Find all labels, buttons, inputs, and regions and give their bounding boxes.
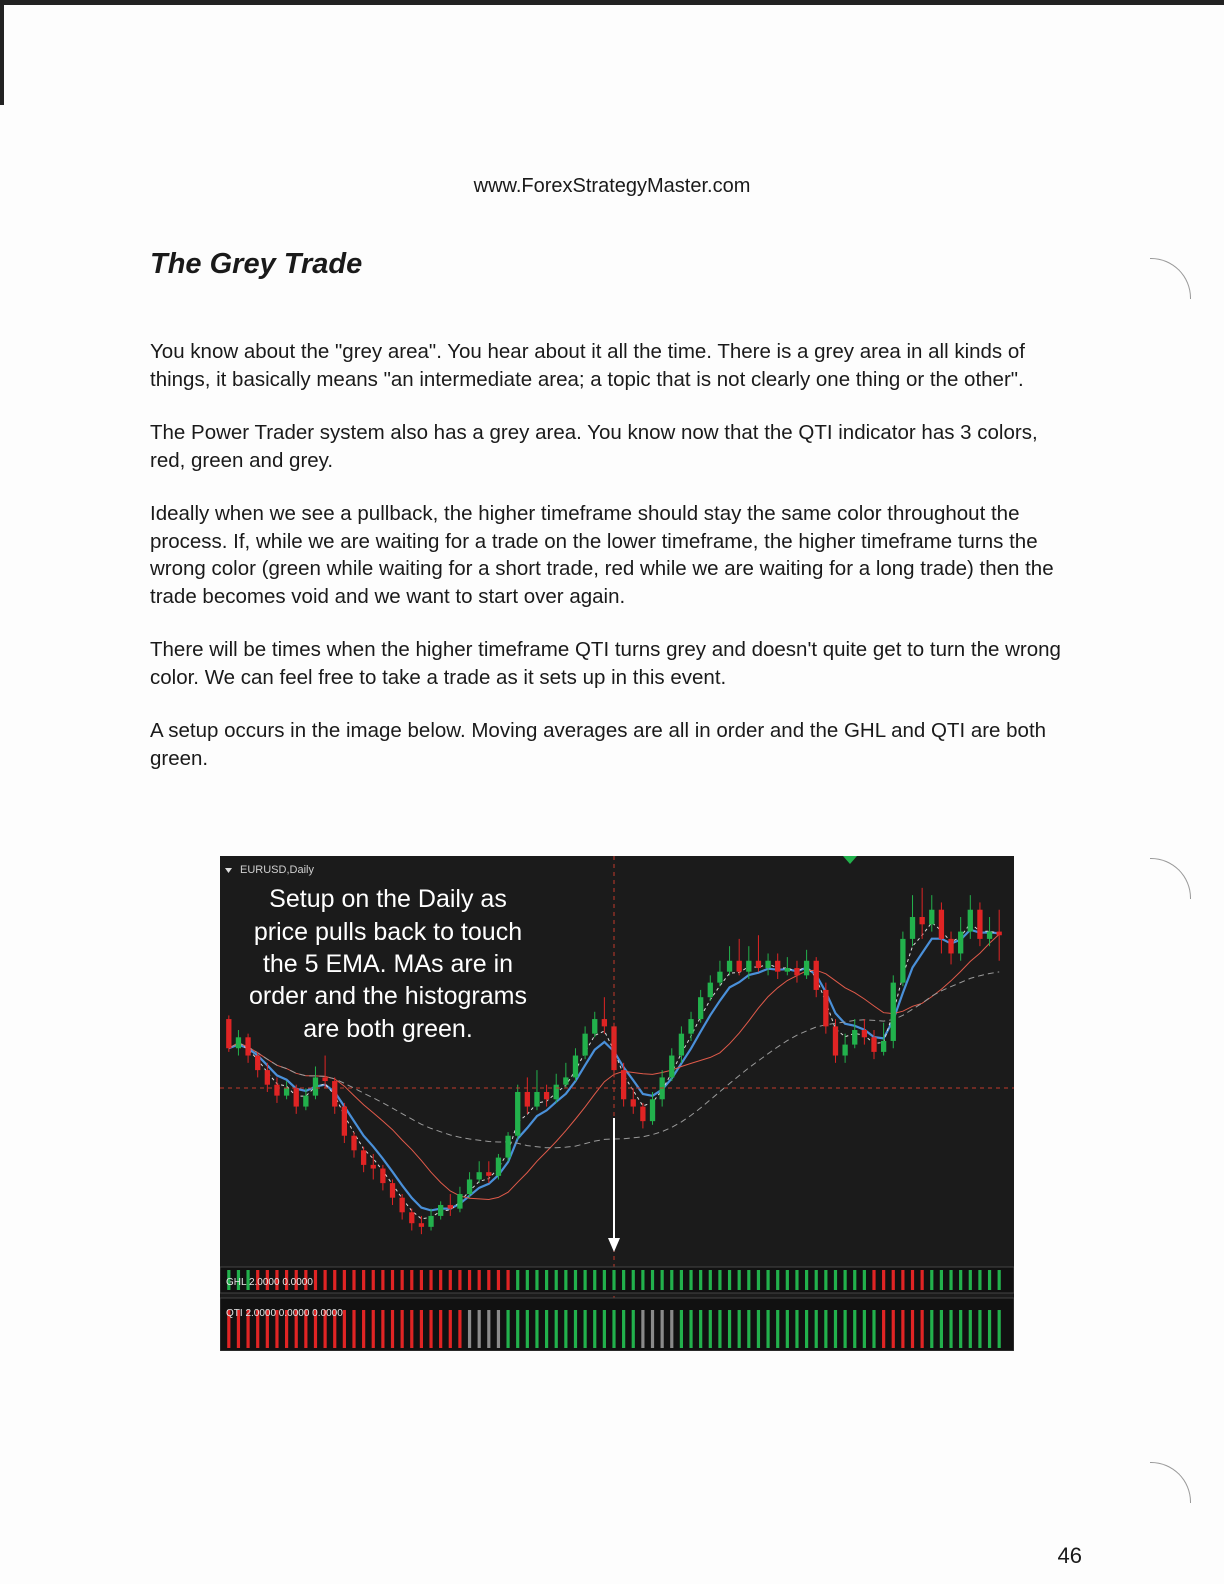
ghl-bar — [352, 1270, 355, 1290]
qti-bar — [959, 1310, 962, 1348]
candle-body — [226, 1019, 231, 1048]
candle-body — [265, 1070, 270, 1085]
qti-bar — [805, 1310, 808, 1348]
candle-body — [698, 997, 703, 1019]
ghl-bar — [738, 1270, 741, 1290]
qti-bar — [978, 1310, 981, 1348]
ghl-bar — [468, 1270, 471, 1290]
qti-bar — [776, 1310, 779, 1348]
qti-bar — [584, 1310, 587, 1348]
qti-bar — [709, 1310, 712, 1348]
annotation-line: order and the histograms — [249, 982, 527, 1010]
candle — [891, 975, 896, 1048]
qti-bar — [766, 1310, 769, 1348]
ghl-bar — [603, 1270, 606, 1290]
candle-body — [881, 1041, 886, 1052]
ghl-bar — [988, 1270, 991, 1290]
ghl-bar — [766, 1270, 769, 1290]
candle-body — [438, 1205, 443, 1216]
candle-body — [746, 961, 751, 972]
ghl-bar — [324, 1270, 327, 1290]
candle-body — [457, 1194, 462, 1209]
punch-hole-mark — [1150, 258, 1191, 299]
ghl-bar — [949, 1270, 952, 1290]
qti-bar — [949, 1310, 952, 1348]
candle-body — [544, 1092, 549, 1099]
ghl-bar — [824, 1270, 827, 1290]
candle-body — [245, 1037, 250, 1055]
scan-top-edge — [0, 0, 1224, 5]
qti-bar — [478, 1310, 481, 1348]
candle-body — [400, 1198, 405, 1213]
ghl-bar — [853, 1270, 856, 1290]
qti-bar — [815, 1310, 818, 1348]
ghl-bar — [776, 1270, 779, 1290]
ghl-bar — [429, 1270, 432, 1290]
qti-bar — [352, 1310, 355, 1348]
article-body — [150, 338, 1065, 798]
qti-bar — [661, 1310, 664, 1348]
qti-bar — [622, 1310, 625, 1348]
candle-body — [342, 1107, 347, 1136]
ghl-bar — [632, 1270, 635, 1290]
qti-bar — [853, 1310, 856, 1348]
candle-body — [814, 961, 819, 990]
ghl-bar — [680, 1270, 683, 1290]
ghl-bar — [670, 1270, 673, 1290]
paragraph-grey-exception: There will be times when the higher timeframe QTI turns grey and doesn't quite get to turn the wrong color. We can feel free to take a trade as it sets up in this event. — [150, 638, 1061, 689]
scan-left-edge — [0, 0, 4, 105]
candle-body — [871, 1037, 876, 1052]
candle-body — [775, 961, 780, 972]
ghl-bar — [381, 1270, 384, 1290]
qti-bar — [680, 1310, 683, 1348]
ghl-bar — [921, 1270, 924, 1290]
qti-bar — [632, 1310, 635, 1348]
ghl-bar — [661, 1270, 664, 1290]
qti-bar — [362, 1310, 365, 1348]
candle-body — [910, 917, 915, 939]
candle-body — [274, 1085, 279, 1096]
punch-hole-mark — [1150, 858, 1191, 899]
candle-body — [294, 1088, 299, 1106]
ghl-bar — [901, 1270, 904, 1290]
ghl-bar — [612, 1270, 615, 1290]
ghl-bar — [439, 1270, 442, 1290]
candle-body — [525, 1092, 530, 1107]
ghl-bar — [757, 1270, 760, 1290]
candle-body — [448, 1205, 453, 1209]
qti-bar — [718, 1310, 721, 1348]
ghl-bar — [959, 1270, 962, 1290]
candle-body — [322, 1077, 327, 1081]
ghl-bar — [998, 1270, 1001, 1290]
candle-body — [958, 932, 963, 954]
candle-body — [842, 1045, 847, 1056]
candle-body — [756, 961, 761, 968]
paragraph-pullback-rules: Ideally when we see a pullback, the higher timeframe should stay the same color throughout the process. If, while we are waiting for a trade on the lower timeframe, the higher timeframe turns the wrong color (green while waiting for a short trade, red while we are waiting for a long trade) then the trade becomes void and we want to start over again. — [150, 502, 1054, 608]
candle-body — [380, 1169, 385, 1184]
ghl-bar — [911, 1270, 914, 1290]
candle-body — [939, 910, 944, 939]
paragraph-qti-colors: The Power Trader system also has a grey area. You know now that the QTI indicator has 3 colors, red, green and grey. — [150, 421, 1038, 472]
ghl-bar — [372, 1270, 375, 1290]
candle-body — [737, 961, 742, 972]
ghl-bar — [872, 1270, 875, 1290]
candle-body — [833, 1026, 838, 1055]
candle-body — [409, 1212, 414, 1223]
candle-body — [563, 1077, 568, 1084]
candle-body — [534, 1092, 539, 1107]
ghl-bar — [651, 1270, 654, 1290]
qti-bar — [786, 1310, 789, 1348]
ghl-bar — [863, 1270, 866, 1290]
qti-histogram — [227, 1310, 1001, 1348]
candle-body — [602, 1019, 607, 1026]
qti-bar — [410, 1310, 413, 1348]
qti-bar — [689, 1310, 692, 1348]
candle-body — [284, 1088, 289, 1095]
candle-body — [236, 1037, 241, 1048]
candle-body — [900, 939, 905, 983]
qti-panel — [220, 1298, 1014, 1351]
candle-body — [631, 1099, 636, 1106]
candle-body — [708, 983, 713, 998]
ghl-bar — [709, 1270, 712, 1290]
candle-body — [390, 1183, 395, 1198]
qti-bar — [401, 1310, 404, 1348]
trading-chart-figure — [220, 856, 1014, 1351]
candle-body — [496, 1158, 501, 1176]
candle — [505, 1132, 510, 1161]
qti-bar — [526, 1310, 529, 1348]
ghl-bar — [487, 1270, 490, 1290]
ghl-panel — [220, 1267, 1014, 1293]
qti-bar — [593, 1310, 596, 1348]
qti-bar — [824, 1310, 827, 1348]
qti-bar — [429, 1310, 432, 1348]
ghl-bar — [940, 1270, 943, 1290]
candle-body — [679, 1034, 684, 1056]
candle-body — [371, 1165, 376, 1169]
chart-canvas — [220, 856, 1014, 1351]
punch-hole-mark — [1150, 1462, 1191, 1503]
qti-bar — [738, 1310, 741, 1348]
candle-body — [717, 972, 722, 983]
candle-body — [554, 1085, 559, 1100]
qti-bar — [603, 1310, 606, 1348]
qti-bar — [757, 1310, 760, 1348]
candle — [823, 983, 828, 1034]
candle-body — [351, 1136, 356, 1151]
qti-bar — [728, 1310, 731, 1348]
ghl-bar — [314, 1270, 317, 1290]
qti-bar — [506, 1310, 509, 1348]
qti-bar — [449, 1310, 452, 1348]
candle-body — [505, 1136, 510, 1158]
candle-body — [785, 968, 790, 972]
ghl-label: GHL 2.0000 0.0000 — [226, 1277, 313, 1288]
candle-body — [419, 1223, 424, 1227]
qti-bar — [911, 1310, 914, 1348]
paragraph-grey-area: You know about the "grey area". You hear about it all the time. There is a grey area in all kinds of things, it basically means "an intermediate area; a topic that is not clearly one thing or the other". — [150, 340, 1025, 391]
candle-body — [804, 961, 809, 976]
qti-bar — [998, 1310, 1001, 1348]
candle-body — [303, 1096, 308, 1107]
candle — [496, 1154, 501, 1180]
ghl-bar — [834, 1270, 837, 1290]
ghl-bar — [844, 1270, 847, 1290]
ghl-bar — [564, 1270, 567, 1290]
ghl-bar — [815, 1270, 818, 1290]
ghl-bar — [506, 1270, 509, 1290]
candle-body — [891, 983, 896, 1041]
candle-body — [727, 961, 732, 972]
qti-bar — [747, 1310, 750, 1348]
qti-bar — [988, 1310, 991, 1348]
qti-bar — [651, 1310, 654, 1348]
qti-bar — [940, 1310, 943, 1348]
annotation-line: are both green. — [303, 1015, 473, 1043]
qti-bar — [863, 1310, 866, 1348]
qti-bar — [612, 1310, 615, 1348]
candle-body — [920, 917, 925, 924]
candle-body — [688, 1019, 693, 1034]
candle-body — [428, 1216, 433, 1227]
candle-body — [313, 1077, 318, 1095]
ghl-histogram — [227, 1270, 1001, 1290]
qti-bar — [420, 1310, 423, 1348]
candle-body — [592, 1019, 597, 1034]
candle-body — [573, 1056, 578, 1078]
ghl-bar — [574, 1270, 577, 1290]
symbol-label: EURUSD,Daily — [240, 864, 314, 876]
candle-body — [987, 932, 992, 939]
candle-body — [929, 910, 934, 925]
qti-bar — [930, 1310, 933, 1348]
qti-bar — [872, 1310, 875, 1348]
qti-bar — [545, 1310, 548, 1348]
qti-label: QTI 2.0000 0.0000 0.0000 — [226, 1308, 343, 1319]
page-title: The Grey Trade — [150, 248, 363, 280]
qti-bar — [882, 1310, 885, 1348]
qti-bar — [641, 1310, 644, 1348]
qti-bar — [564, 1310, 567, 1348]
qti-bar — [468, 1310, 471, 1348]
ghl-bar — [458, 1270, 461, 1290]
annotation-line: the 5 EMA. MAs are in — [262, 950, 514, 978]
candle-body — [997, 932, 1002, 936]
ghl-bar — [343, 1270, 346, 1290]
ghl-bar — [718, 1270, 721, 1290]
candle — [900, 932, 905, 987]
qti-bar — [670, 1310, 673, 1348]
ghl-bar — [930, 1270, 933, 1290]
site-url-header: www.ForexStrategyMaster.com — [473, 175, 751, 197]
ghl-bar — [516, 1270, 519, 1290]
ghl-bar — [882, 1270, 885, 1290]
ghl-bar — [747, 1270, 750, 1290]
candle-body — [852, 1030, 857, 1045]
ghl-bar — [526, 1270, 529, 1290]
candle-body — [862, 1030, 867, 1037]
candle-body — [823, 990, 828, 1026]
qti-bar — [458, 1310, 461, 1348]
ghl-bar — [333, 1270, 336, 1290]
candle-body — [467, 1179, 472, 1194]
candle — [226, 1015, 231, 1051]
ghl-bar — [593, 1270, 596, 1290]
qti-bar — [699, 1310, 702, 1348]
ghl-bar — [535, 1270, 538, 1290]
qti-bar — [372, 1310, 375, 1348]
ghl-bar — [622, 1270, 625, 1290]
paragraph-setup-intro: A setup occurs in the image below. Moving averages are all in order and the GHL and QTI are both green. — [150, 719, 1047, 770]
candle-body — [515, 1092, 520, 1136]
ghl-bar — [805, 1270, 808, 1290]
qti-bar — [555, 1310, 558, 1348]
qti-bar — [497, 1310, 500, 1348]
ghl-bar — [728, 1270, 731, 1290]
ghl-bar — [699, 1270, 702, 1290]
annotation-line: Setup on the Daily as — [269, 885, 507, 913]
qti-bar — [969, 1310, 972, 1348]
ghl-bar — [795, 1270, 798, 1290]
ghl-bar — [545, 1270, 548, 1290]
ghl-bar — [892, 1270, 895, 1290]
candle — [515, 1085, 520, 1140]
ghl-bar — [401, 1270, 404, 1290]
ghl-bar — [555, 1270, 558, 1290]
candle-body — [765, 961, 770, 968]
ghl-bar — [420, 1270, 423, 1290]
candle-body — [968, 910, 973, 932]
qti-bar — [574, 1310, 577, 1348]
qti-bar — [834, 1310, 837, 1348]
candle-body — [582, 1034, 587, 1056]
qti-bar — [795, 1310, 798, 1348]
page-number: 46 — [1057, 1543, 1082, 1568]
ghl-bar — [449, 1270, 452, 1290]
ghl-bar — [786, 1270, 789, 1290]
ghl-bar — [689, 1270, 692, 1290]
candle-body — [332, 1081, 337, 1107]
candle-body — [255, 1056, 260, 1071]
qti-bar — [901, 1310, 904, 1348]
qti-bar — [381, 1310, 384, 1348]
qti-bar — [487, 1310, 490, 1348]
candle-body — [650, 1099, 655, 1121]
ghl-bar — [969, 1270, 972, 1290]
candle-body — [948, 939, 953, 954]
qti-bar — [391, 1310, 394, 1348]
candle-body — [640, 1107, 645, 1122]
candle-body — [794, 968, 799, 975]
ghl-bar — [978, 1270, 981, 1290]
candle-body — [477, 1172, 482, 1179]
candle-body — [621, 1070, 626, 1099]
candle-body — [669, 1056, 674, 1078]
qti-bar — [921, 1310, 924, 1348]
candle-body — [977, 910, 982, 939]
ghl-bar — [478, 1270, 481, 1290]
qti-bar — [343, 1310, 346, 1348]
ghl-bar — [584, 1270, 587, 1290]
qti-bar — [844, 1310, 847, 1348]
ghl-bar — [362, 1270, 365, 1290]
candle-body — [361, 1150, 366, 1165]
candle-body — [486, 1172, 491, 1176]
ghl-bar — [410, 1270, 413, 1290]
qti-bar — [892, 1310, 895, 1348]
qti-bar — [535, 1310, 538, 1348]
ghl-bar — [497, 1270, 500, 1290]
qti-bar — [439, 1310, 442, 1348]
qti-bar — [516, 1310, 519, 1348]
ghl-bar — [391, 1270, 394, 1290]
annotation-line: price pulls back to touch — [253, 918, 523, 946]
ghl-bar — [641, 1270, 644, 1290]
